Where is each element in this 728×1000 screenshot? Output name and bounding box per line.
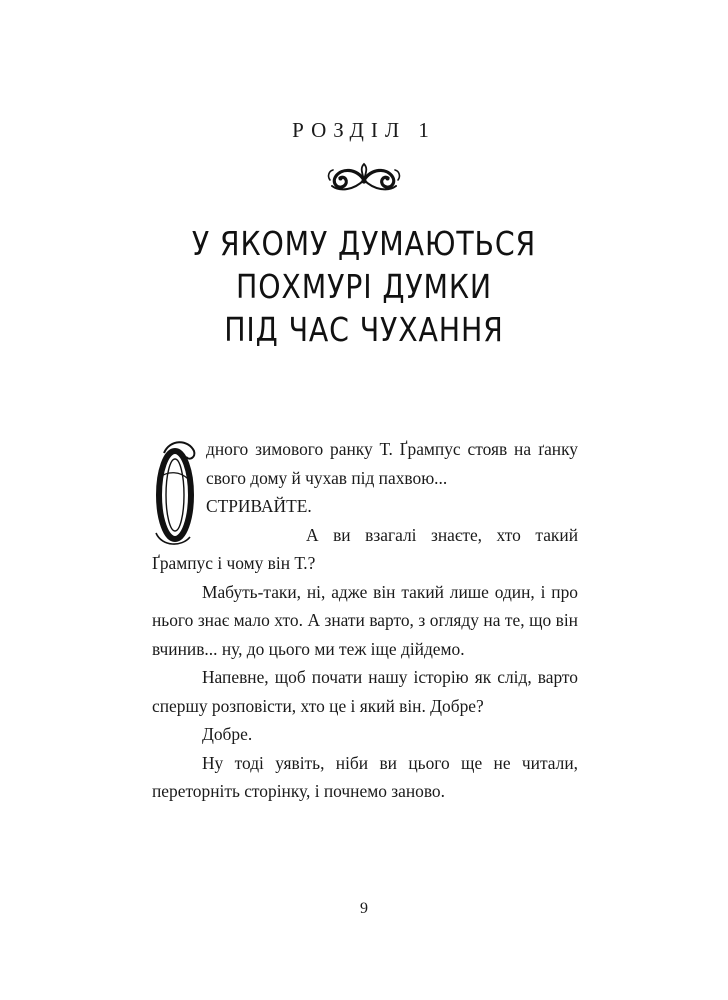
chapter-title-line: ПІД ЧАС ЧУХАННЯ xyxy=(224,310,504,349)
paragraph: А ви взагалі знаєте, хто такий Ґрампус і чому він Т.? xyxy=(152,524,578,573)
paragraph: Добре. xyxy=(202,724,253,744)
chapter-label: РОЗДІЛ 1 xyxy=(292,118,436,142)
paragraph-text: дного зимового ранку Т. Ґрампус стояв на ґанку свого дому й чухав під пахвою... xyxy=(206,439,578,488)
page-number: 9 xyxy=(360,900,368,917)
paragraph: СТРИВАЙТЕ. xyxy=(206,496,312,516)
chapter-title xyxy=(51,222,677,351)
scroll-flourish-icon xyxy=(324,160,404,196)
chapter-title-line: ПОХМУРІ ДУМКИ xyxy=(236,267,492,306)
paragraph: Напевне, щоб почати нашу історію як слід, варто спершу розповісти, хто це і який він. Добре? xyxy=(152,667,578,716)
chapter-body xyxy=(152,435,578,806)
paragraph: Ну тоді уявіть, ніби ви цього ще не читали, переторніть сторінку, і почнемо заново. xyxy=(152,752,578,801)
drop-cap-letter-art xyxy=(152,437,198,549)
paragraph: Мабуть-таки, ні, адже він такий лише один, і про нього знає мало хто. А знати варто, з огляду на те, що він вчинив... ну, до цього ми теж іще дійдемо. xyxy=(152,581,578,659)
chapter-title-line: У ЯКОМУ ДУМАЮТЬСЯ xyxy=(191,224,537,263)
drop-cap xyxy=(152,437,198,549)
paragraph xyxy=(152,435,578,492)
